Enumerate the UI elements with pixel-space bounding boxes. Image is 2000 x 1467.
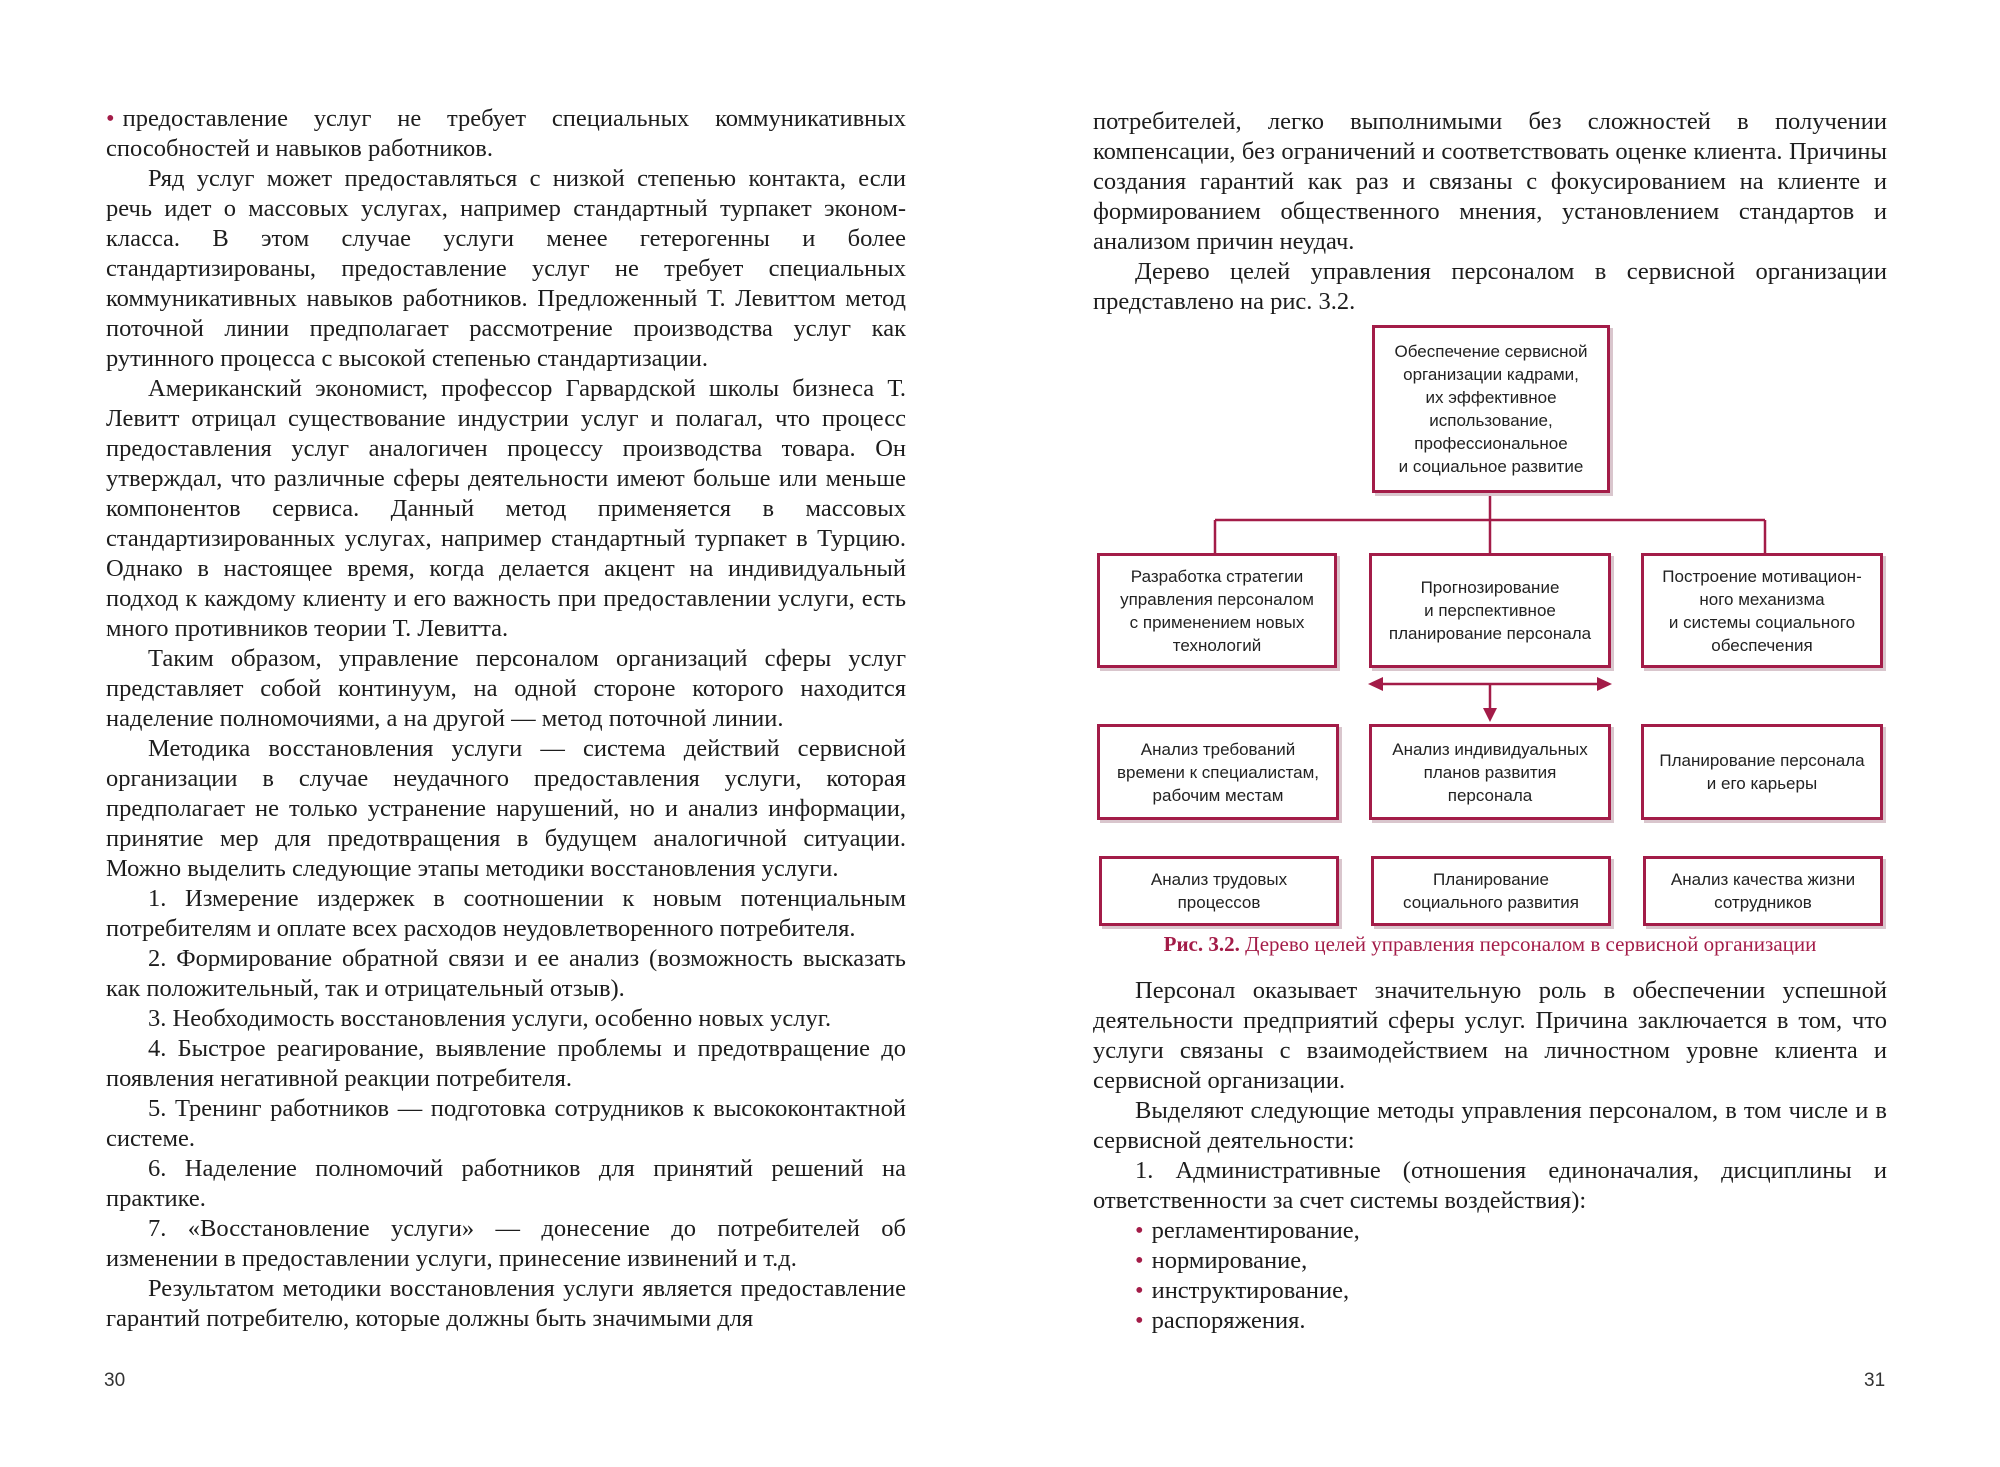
bullet-item: • распоряжения. <box>1135 1307 1306 1334</box>
paragraph: потребителей, легко выполнимыми без сложностей в получении компенсации, без ограничений и соответствовать оценке клиента. Причины создания гарантий как раз и связаны с фокусированием на клиенте и формированием общественного мнения, установлением стандартов и анализом причин неудач. <box>1093 108 1887 255</box>
goal-level2-requirements: Анализ требований времени к специалистам, рабочим местам <box>1097 724 1339 820</box>
goal-level1-strategy: Разработка стратегии управления персоналом с применением новых технологий <box>1097 553 1337 668</box>
left-page-text <box>106 104 906 1334</box>
list-item: 2. Формирование обратной связи и ее анализ (возможность высказать как положительный, так и отрицательный отзыв). <box>106 945 906 1002</box>
right-page-top-text <box>1093 107 1887 317</box>
right-page <box>1000 0 2000 1467</box>
goal-root: Обеспечение сервисной организации кадрами, их эффективное использование, профессиональное и социальное развитие <box>1372 325 1610 493</box>
paragraph: Таким образом, управление персоналом организаций сферы услуг представляет собой континуум, на одной стороне которого находится наделение полномочиями, а на другой — метод поточной линии. <box>106 645 906 732</box>
bullet-item: • нормирование, <box>1135 1247 1308 1274</box>
goal-level3-labor-processes: Анализ трудовых процессов <box>1099 856 1339 926</box>
goal-level1-motivation: Построение мотивацион- ного механизма и системы социального обеспечения <box>1641 553 1883 668</box>
bullet-icon: • <box>1135 1307 1144 1334</box>
figure-caption: Рис. 3.2. Дерево целей управления персоналом в сервисной организации <box>1163 932 1817 956</box>
paragraph: Методика восстановления услуги — система действий сервисной организации в случае неудачного предоставления услуги, которая предполагает не только устранение нарушений, но и анализ информации, принятие мер для предотвращения в будущем аналогичной ситуации. Можно выделить следующие этапы методики восстановления услуги. <box>106 735 906 882</box>
goal-tree-diagram <box>1093 320 1887 956</box>
bullet-icon: • <box>106 105 115 132</box>
arrow-down-icon <box>1483 708 1497 722</box>
bullet-paragraph: • предоставление услуг не требует специальных коммуникативных способностей и навыков работников. <box>106 105 906 162</box>
goal-level2-career: Планирование персонала и его карьеры <box>1641 724 1883 820</box>
goal-level3-social-development: Планирование социального развития <box>1371 856 1611 926</box>
goal-level3-quality-of-life: Анализ качества жизни сотрудников <box>1643 856 1883 926</box>
bullet-icon: • <box>1135 1277 1144 1304</box>
list-item: 6. Наделение полномочий работников для принятий решений на практике. <box>106 1155 906 1212</box>
paragraph: Персонал оказывает значительную роль в обеспечении успешной деятельности предприятий сферы услуг. Причина заключается в том, что услуги связаны с взаимодействием на личностном уровне клиента и сервисной организации. <box>1093 977 1887 1094</box>
list-item: 1. Измерение издержек в соотношении к новым потенциальным потребителям и оплате всех расходов неудовлетворенного потребителя. <box>106 885 906 942</box>
paragraph: Выделяют следующие методы управления персоналом, в том числе и в сервисной деятельности: <box>1093 1097 1887 1154</box>
arrow-right-icon <box>1597 677 1612 691</box>
list-item: 7. «Восстановление услуги» — донесение до потребителей об изменении в предоставлении услуги, принесение извинений и т.д. <box>106 1215 906 1272</box>
page-number: 31 <box>1864 1370 1886 1391</box>
right-page-bottom-text <box>1093 976 1887 1336</box>
list-item: 1. Административные (отношения единоначалия, дисциплины и ответственности за счет системы воздействия): <box>1093 1157 1887 1214</box>
paragraph: Американский экономист, профессор Гарвардской школы бизнеса Т. Левитт отрицал существование индустрии услуг и полагал, что процесс предоставления услуг аналогичен процессу производства товара. Он утверждал, что различные сферы деятельности имеют больше или меньше компонентов сервиса. Данный метод применяется в массовых стандартизированных услугах, например стандартный турпакет в Турцию. Однако в настоящее время, когда делается акцент на индивидуальный подход к каждому клиенту и его важность при предоставлении услуги, есть много противников теории Т. Левитта. <box>106 375 906 642</box>
list-item: 4. Быстрое реагирование, выявление проблемы и предотвращение до появления негативной реакции потребителя. <box>106 1035 906 1092</box>
list-item: 3. Необходимость восстановления услуги, особенно новых услуг. <box>148 1005 832 1032</box>
paragraph: Ряд услуг может предоставляться с низкой степенью контакта, если речь идет о массовых услугах, например стандартный турпакет эконом-класса. В этом случае услуги менее гетерогенны и более стандартизированы, предоставление услуг не требует специальных коммуникативных навыков работников. Предложенный Т. Левиттом метод поточной линии предполагает рассмотрение производства услуг как рутинного процесса с высокой степенью стандартизации. <box>106 165 906 372</box>
goal-level2-development-plans: Анализ индивидуальных планов развития персонала <box>1369 724 1611 820</box>
bullet-item: • инструктирование, <box>1135 1277 1350 1304</box>
arrow-left-icon <box>1368 677 1383 691</box>
goal-level1-forecasting: Прогнозирование и перспективное планирование персонала <box>1369 553 1611 668</box>
bullet-item: • регламентирование, <box>1135 1217 1360 1244</box>
paragraph: Результатом методики восстановления услуги является предоставление гарантий потребителю, которые должны быть значимыми для <box>106 1275 906 1332</box>
bullet-list <box>1093 1216 1887 1336</box>
list-item: 5. Тренинг работников — подготовка сотрудников к высококонтактной системе. <box>106 1095 906 1152</box>
page-number: 30 <box>104 1370 126 1391</box>
bullet-icon: • <box>1135 1217 1144 1244</box>
bullet-icon: • <box>1135 1247 1144 1274</box>
paragraph: Дерево целей управления персоналом в сервисной организации представлено на рис. 3.2. <box>1093 258 1887 315</box>
